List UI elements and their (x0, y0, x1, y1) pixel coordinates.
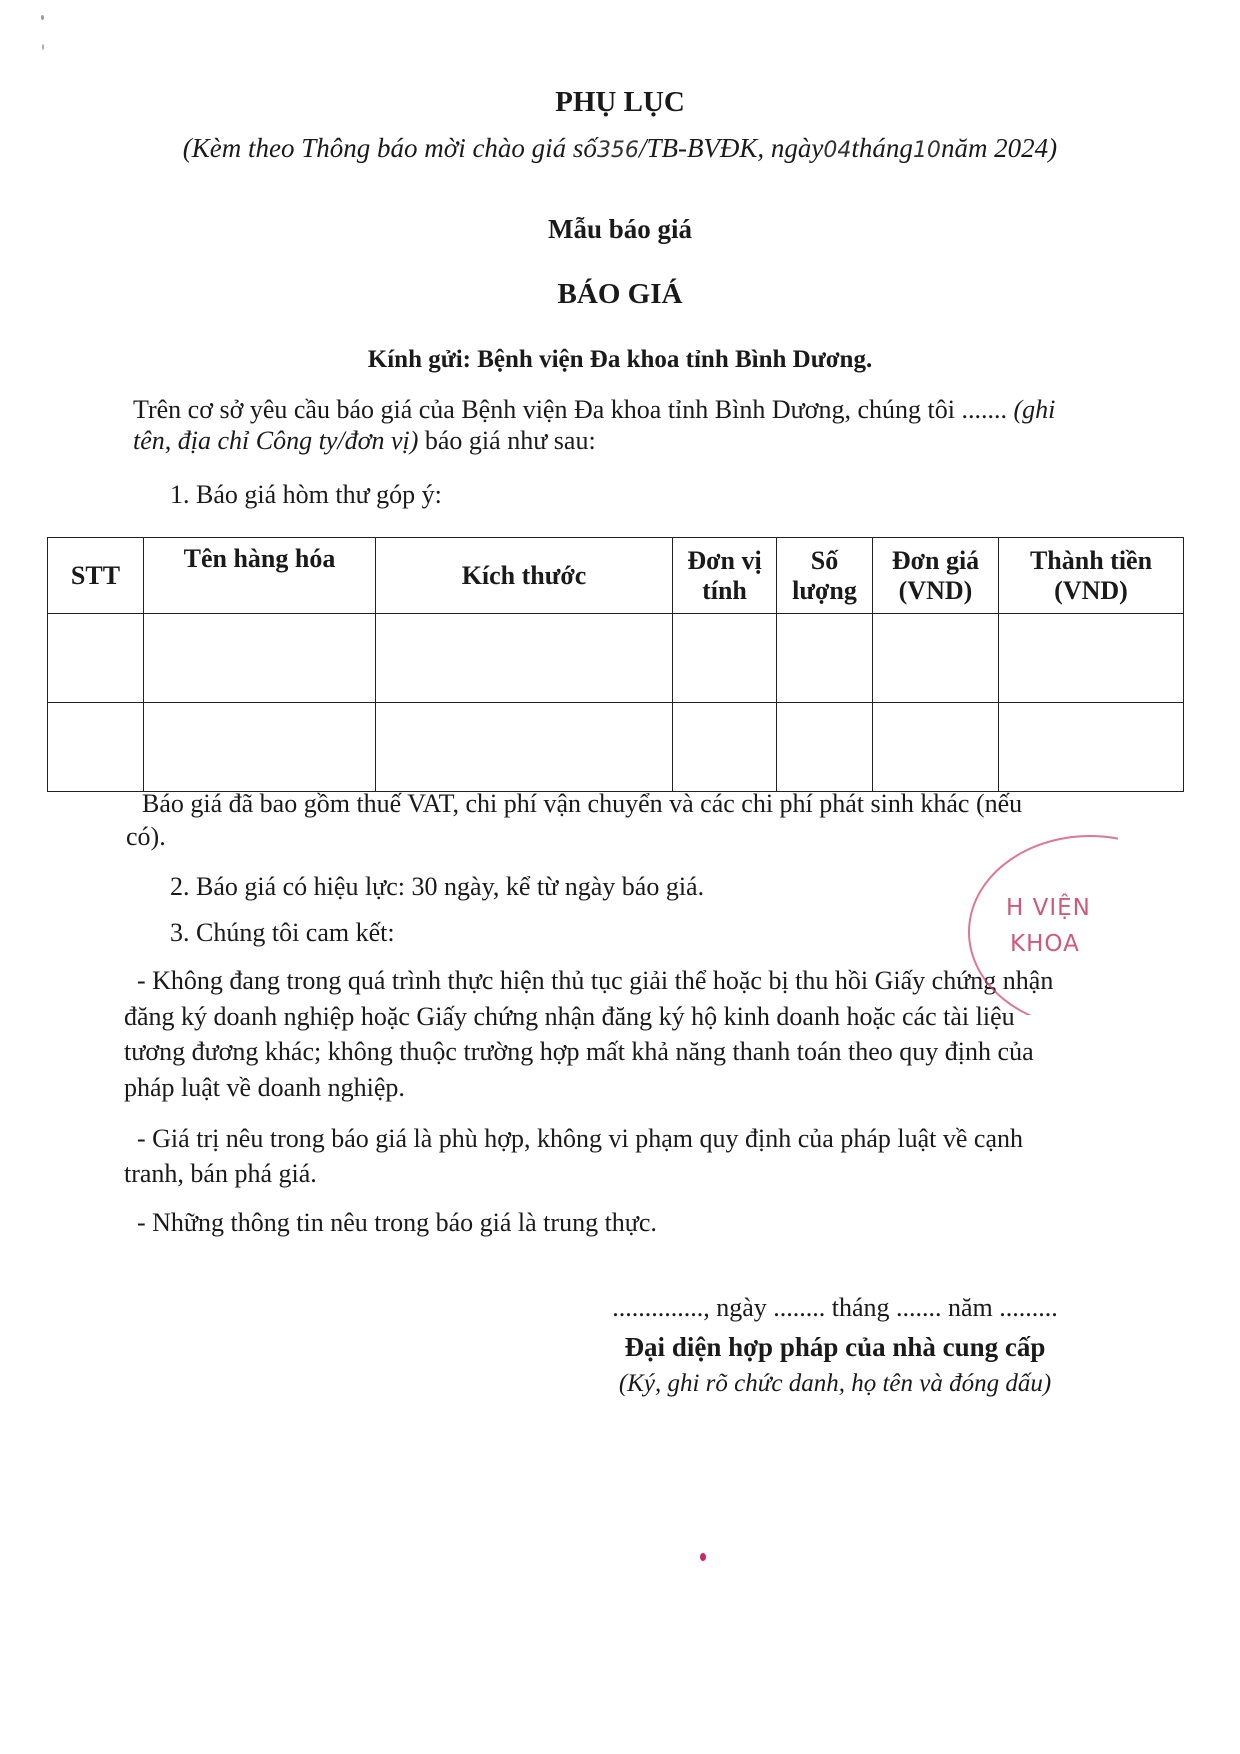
table-cell (376, 703, 673, 792)
ink-speck (700, 1553, 706, 1561)
year-label: năm 2024) (940, 133, 1058, 163)
notice-number: 356 (596, 138, 639, 163)
scan-speck (42, 44, 44, 50)
table-cell (48, 703, 144, 792)
table-cell (873, 614, 999, 703)
table-row (48, 703, 1184, 792)
intro-text-1: Trên cơ sở yêu cầu báo giá của Bệnh viện Đa khoa tỉnh Bình Dương, chúng tôi ....... (133, 395, 1014, 424)
table-cell (673, 703, 777, 792)
stamp-text-line-1: H VIỆN (1006, 895, 1091, 921)
commitment-1-line-2: đăng ký doanh nghiệp hoặc Giấy chứng nhận đăng ký hộ kinh doanh hoặc các tài liệu (124, 1002, 1015, 1031)
commitment-1-line-3: tương đương khác; không thuộc trường hợp mất khả năng thanh toán theo quy định của (124, 1037, 1034, 1066)
recipient-line: Kính gửi: Bệnh viện Đa khoa tỉnh Bình Dương. (367, 346, 873, 373)
vat-note-line-2: có). (126, 822, 166, 851)
section-3-heading: 3. Chúng tôi cam kết: (170, 918, 395, 947)
header-unit-price: Đơn giá (VND) (873, 538, 999, 614)
intro-italic-1: (ghi (1013, 395, 1056, 424)
scan-speck (41, 15, 44, 20)
header-item-name: Tên hàng hóa (144, 538, 376, 614)
table-cell (673, 614, 777, 703)
table-cell (777, 614, 873, 703)
month-label: tháng (851, 133, 913, 163)
intro-italic-2: tên, địa chỉ Công ty/đơn vị) (133, 426, 419, 455)
appendix-subtitle (0, 133, 1240, 164)
commitment-1-line-4: pháp luật về doanh nghiệp. (124, 1073, 405, 1102)
table-cell (873, 703, 999, 792)
stamp-ring (968, 835, 1118, 1015)
signature-title: Đại diện hợp pháp của nhà cung cấp (624, 1332, 1046, 1362)
table-row (48, 614, 1184, 703)
document-title: BÁO GIÁ (557, 278, 683, 310)
signature-date-line: .............., ngày ........ tháng ....... năm ......... (612, 1293, 1058, 1322)
intro-line-1 (133, 393, 1113, 427)
table-cell (144, 614, 376, 703)
table-cell (777, 703, 873, 792)
commitment-3: - Những thông tin nêu trong báo giá là trung thực. (137, 1208, 657, 1237)
notice-day: 04 (823, 138, 852, 163)
header-total: Thành tiền (VND) (999, 538, 1184, 614)
stamp-text-line-2: KHOA (1010, 931, 1080, 957)
header-size: Kích thước (376, 538, 673, 614)
section-2-validity: 2. Báo giá có hiệu lực: 30 ngày, kể từ ngày báo giá. (170, 872, 705, 901)
table-cell (144, 703, 376, 792)
header-unit: Đơn vị tính (673, 538, 777, 614)
intro-text-2: báo giá như sau: (418, 426, 596, 455)
header-quantity: Số lượng (777, 538, 873, 614)
appendix-title: PHỤ LỤC (555, 86, 685, 118)
commitment-1-line-1: - Không đang trong quá trình thực hiện thủ tục giải thể hoặc bị thu hồi Giấy chứng nhận (137, 966, 1054, 995)
commitment-2-line-2: tranh, bán phá giá. (124, 1159, 317, 1188)
signature-note: (Ký, ghi rõ chức danh, họ tên và đóng dấu) (618, 1370, 1052, 1397)
header-stt: STT (48, 538, 144, 614)
form-title: Mẫu báo giá (547, 214, 693, 244)
intro-line-2 (133, 424, 1113, 458)
subtitle-mid: /TB-BVĐK, ngày (638, 133, 824, 163)
table-cell (48, 614, 144, 703)
notice-month: 10 (912, 138, 941, 163)
table-header-row (48, 538, 1184, 614)
table-cell (999, 614, 1184, 703)
hospital-stamp (968, 835, 1118, 1015)
vat-note-line-1: Báo giá đã bao gồm thuế VAT, chi phí vận chuyển và các chi phí phát sinh khác (nếu (142, 789, 1023, 818)
table-cell (999, 703, 1184, 792)
section-1-heading: 1. Báo giá hòm thư góp ý: (170, 480, 442, 509)
quote-table (47, 537, 1184, 792)
table-cell (376, 614, 673, 703)
commitment-2-line-1: - Giá trị nêu trong báo giá là phù hợp, không vi phạm quy định của pháp luật về cạnh (137, 1124, 1023, 1153)
subtitle-prefix: (Kèm theo Thông báo mời chào giá số (182, 133, 597, 163)
